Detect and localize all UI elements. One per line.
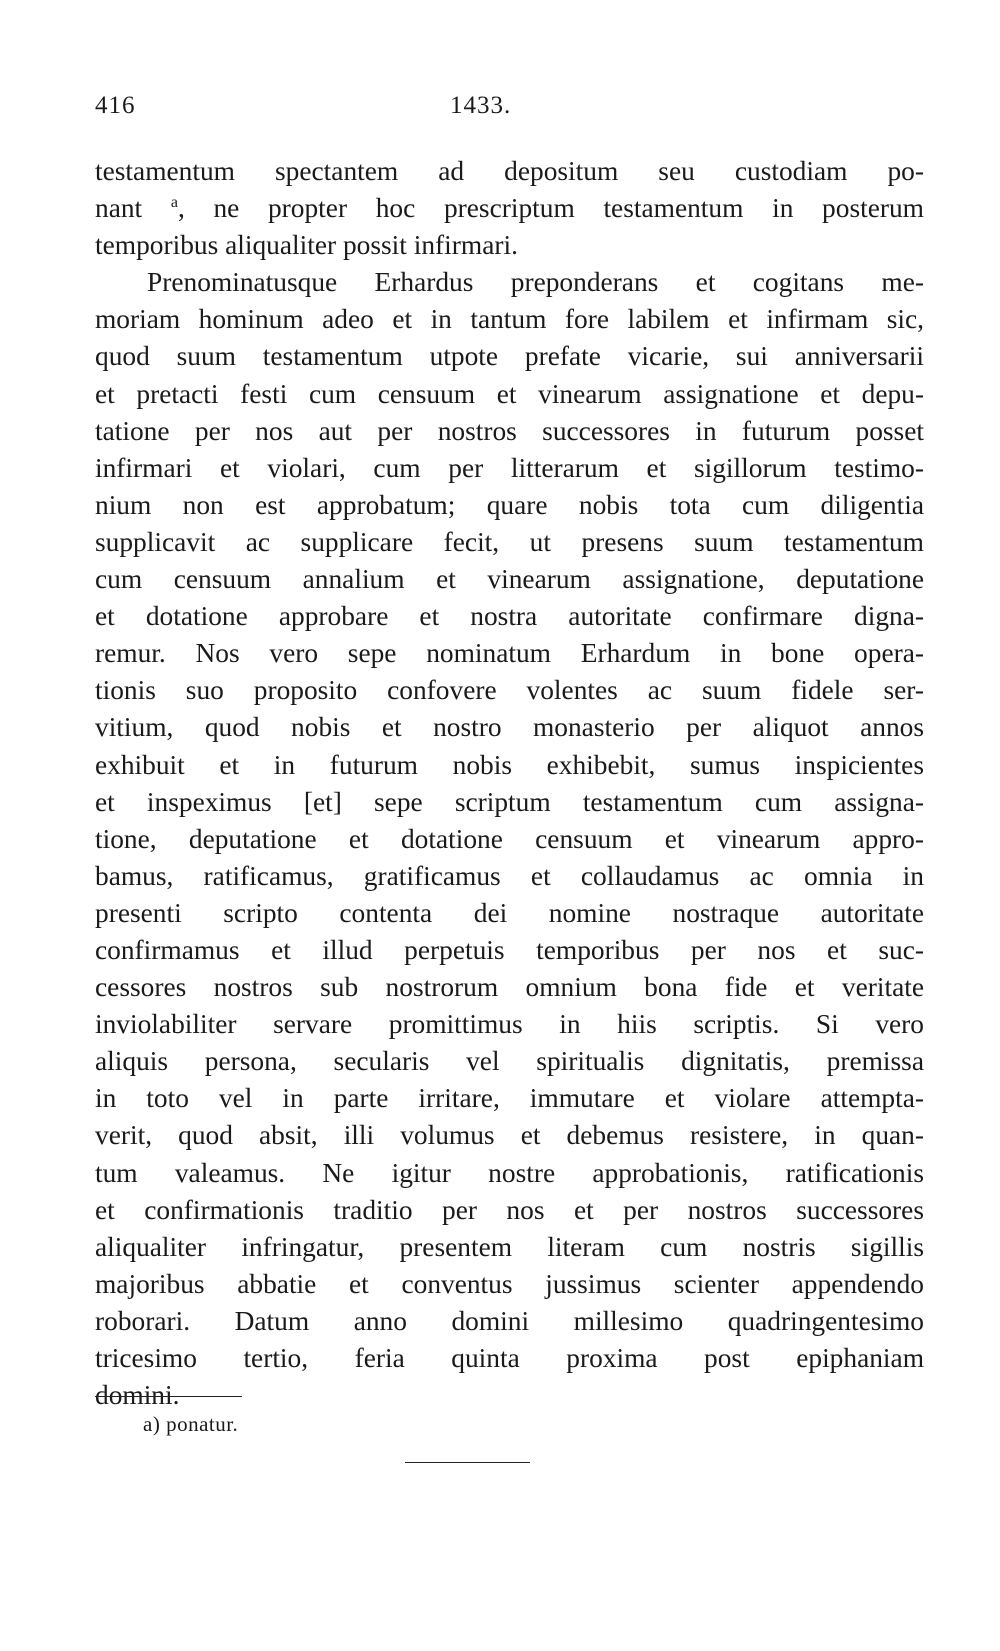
footnote-divider	[95, 1396, 242, 1397]
text-line: aliquis persona, secularis vel spiritualis dignitatis, premissa	[95, 1046, 924, 1077]
text-line: vitium, quod nobis et nostro monasterio per aliquot annos	[95, 712, 924, 743]
text-line: bamus, ratificamus, gratificamus et collaudamus ac omnia in	[95, 860, 924, 891]
footnote: a) ponatur.	[143, 1412, 239, 1436]
text-line: tione, deputatione et dotatione censuum et vinearum appro-	[95, 823, 924, 854]
text-line: domini.	[95, 1380, 180, 1411]
text-line: tum valeamus. Ne igitur nostre approbationis, ratificationis	[95, 1157, 924, 1188]
text-line: aliqualiter infringatur, presentem literam cum nostris sigillis	[95, 1231, 924, 1262]
text-line: majoribus abbatie et conventus jussimus scienter appendendo	[95, 1268, 924, 1299]
text-line: cum censuum annalium et vinearum assignatione, deputatione	[95, 564, 924, 595]
paragraph-start-line: Prenominatusque Erhardus preponderans et cogitans me-	[147, 267, 924, 298]
text-line: inviolabiliter servare promittimus in hiis scriptis. Si vero	[95, 1009, 924, 1040]
page-number: 416	[95, 92, 136, 119]
text-line: supplicavit ac supplicare fecit, ut presens suum testamentum	[95, 526, 924, 557]
footnote-reference: a	[170, 194, 178, 212]
text-line: et dotatione approbare et nostra autoritate confirmare digna-	[95, 601, 924, 632]
text-line: testamentum spectantem ad depositum seu custodiam po-	[95, 156, 924, 186]
text-fragment: , ne propter hoc prescriptum testamentum in posterum	[177, 193, 924, 224]
text-fragment: nant	[95, 193, 171, 224]
text-line: infirmari et violari, cum per litterarum et sigillorum testimo-	[95, 452, 924, 483]
text-line: exhibuit et in futurum nobis exhibebit, sumus inspicientes	[95, 749, 924, 780]
text-line: et pretacti festi cum censuum et vinearum assignatione et depu-	[95, 378, 924, 409]
text-line: verit, quod absit, illi volumus et debemus resistere, in quan-	[95, 1120, 924, 1151]
text-line: temporibus aliqualiter possit infirmari.	[95, 230, 518, 261]
text-line: moriam hominum adeo et in tantum fore labilem et infirmam sic,	[95, 304, 924, 335]
text-line: quod suum testamentum utpote prefate vicarie, sui anniversarii	[95, 341, 924, 372]
running-header-year: 1433.	[450, 92, 512, 119]
text-line-with-footnote-ref	[95, 190, 924, 227]
text-line: presenti scripto contenta dei nomine nostraque autoritate	[95, 897, 924, 928]
section-end-rule	[405, 1462, 530, 1463]
text-line: tatione per nos aut per nostros successores in futurum posset	[95, 415, 924, 446]
text-line: nium non est approbatum; quare nobis tota cum diligentia	[95, 489, 924, 520]
text-line: confirmamus et illud perpetuis temporibus per nos et suc-	[95, 934, 924, 965]
text-line: tricesimo tertio, feria quinta proxima post epiphaniam	[95, 1343, 924, 1373]
text-line: remur. Nos vero sepe nominatum Erhardum in bone opera-	[95, 638, 924, 669]
page-header	[95, 92, 925, 126]
text-line: et inspeximus [et] sepe scriptum testamentum cum assigna-	[95, 786, 924, 817]
text-line: et confirmationis traditio per nos et per nostros successores	[95, 1194, 924, 1225]
text-line: cessores nostros sub nostrorum omnium bona fide et veritate	[95, 972, 924, 1003]
text-line: in toto vel in parte irritare, immutare et violare attempta-	[95, 1083, 924, 1114]
body-text	[95, 153, 924, 1414]
text-line: roborari. Datum anno domini millesimo quadringentesimo	[95, 1305, 924, 1336]
text-line: tionis suo proposito confovere volentes ac suum fidele ser-	[95, 675, 924, 706]
